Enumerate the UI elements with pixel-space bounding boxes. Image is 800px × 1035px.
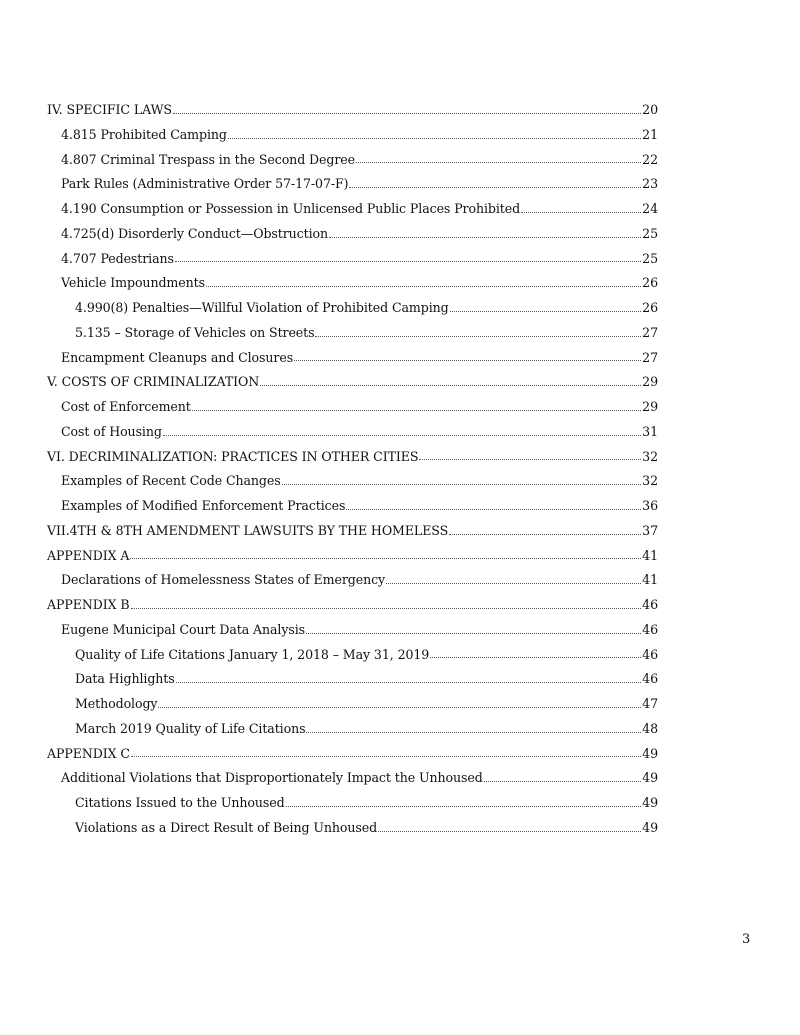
toc-entry-page: 46 xyxy=(642,621,658,637)
toc-entry-page: 49 xyxy=(642,819,658,835)
toc-entry-page: 29 xyxy=(642,374,658,390)
toc-entry[interactable] xyxy=(47,172,658,197)
toc-dot-leader xyxy=(306,731,641,733)
toc-entry-title: Examples of Modified Enforcement Practices xyxy=(61,498,346,513)
toc-entry[interactable] xyxy=(47,346,658,371)
toc-dot-leader xyxy=(378,830,641,832)
toc-entry-page: 41 xyxy=(642,547,658,563)
toc-entry-title: 4.707 Pedestrians xyxy=(61,250,174,266)
toc-entry[interactable] xyxy=(47,618,658,643)
toc-dot-leader xyxy=(349,186,641,188)
toc-dot-leader xyxy=(282,483,642,485)
toc-entry-page: 49 xyxy=(642,770,658,786)
toc-dot-leader xyxy=(450,310,642,312)
toc-entry-title: Declarations of Homelessness States of Emergency xyxy=(61,572,386,588)
toc-entry-page: 37 xyxy=(642,522,658,538)
toc-entry-title: Methodology xyxy=(75,696,158,711)
toc-entry[interactable] xyxy=(47,321,658,346)
toc-entry-page: 23 xyxy=(642,176,658,192)
toc-dot-leader xyxy=(294,359,641,361)
toc-entry-title: 4.725(d) Disorderly Conduct—Obstruction xyxy=(61,225,329,241)
toc-dot-leader xyxy=(176,681,642,683)
toc-entry-page: 27 xyxy=(642,324,658,340)
toc-entry[interactable] xyxy=(47,370,658,395)
toc-entry[interactable] xyxy=(47,247,658,272)
toc-entry[interactable] xyxy=(47,197,658,222)
toc-entry-title: Park Rules (Administrative Order 57-17-07-F) xyxy=(61,176,349,192)
toc-entry-title: IV. SPECIFIC LAWS xyxy=(47,102,172,117)
toc-entry-title: VI. DECRIMINALIZATION: PRACTICES IN OTHER CITIES xyxy=(47,448,419,464)
toc-entry[interactable] xyxy=(47,742,658,767)
toc-entry[interactable] xyxy=(47,148,658,173)
toc-entry-title: V. COSTS OF CRIMINALIZATION xyxy=(47,374,260,390)
toc-dot-leader xyxy=(346,508,641,510)
toc-entry-title: APPENDIX C xyxy=(47,745,130,761)
toc-dot-leader xyxy=(163,434,641,436)
toc-entry-page: 48 xyxy=(642,720,658,736)
toc-entry[interactable] xyxy=(47,98,658,123)
toc-entry-page: 27 xyxy=(642,349,658,365)
toc-entry-page: 26 xyxy=(642,300,658,315)
toc-entry[interactable] xyxy=(47,395,658,420)
page-number: 3 xyxy=(742,932,751,947)
toc-entry-title: Examples of Recent Code Changes xyxy=(61,473,281,489)
toc-dot-leader xyxy=(306,632,641,634)
toc-entry-page: 24 xyxy=(642,201,658,216)
toc-dot-leader xyxy=(419,458,641,460)
toc-entry-title: 4.990(8) Penalties—Willful Violation of Prohibited Camping xyxy=(75,300,449,315)
toc-entry-title: Citations Issued to the Unhoused xyxy=(75,795,285,810)
toc-entry[interactable] xyxy=(47,519,658,544)
toc-entry-page: 47 xyxy=(642,696,658,711)
toc-entry-page: 25 xyxy=(642,225,658,241)
toc-entry[interactable] xyxy=(47,469,658,494)
toc-dot-leader xyxy=(329,236,641,238)
toc-entry[interactable] xyxy=(47,568,658,593)
toc-entry-title: Cost of Enforcement xyxy=(61,399,191,414)
toc-entry[interactable] xyxy=(47,593,658,618)
toc-entry[interactable] xyxy=(47,791,658,816)
toc-entry[interactable] xyxy=(47,222,658,247)
toc-entry-title: Vehicle Impoundments xyxy=(61,275,205,291)
toc-entry-page: 26 xyxy=(642,275,658,291)
toc-entry-page: 49 xyxy=(642,795,658,810)
toc-entry[interactable] xyxy=(47,816,658,841)
toc-entry-page: 29 xyxy=(642,399,658,414)
toc-entry[interactable] xyxy=(47,123,658,148)
toc-dot-leader xyxy=(206,285,641,287)
toc-entry-page: 31 xyxy=(642,423,658,439)
toc-dot-leader xyxy=(286,805,642,807)
toc-entry-title: Data Highlights xyxy=(75,671,175,687)
toc-entry-page: 25 xyxy=(642,250,658,266)
toc-entry-page: 46 xyxy=(642,597,658,612)
toc-entry-page: 21 xyxy=(642,126,658,142)
toc-entry-title: 4.807 Criminal Trespass in the Second Degree xyxy=(61,151,355,167)
toc-entry[interactable] xyxy=(47,667,658,692)
toc-entry-title: March 2019 Quality of Life Citations xyxy=(75,720,306,736)
toc-entry-title: Eugene Municipal Court Data Analysis xyxy=(61,621,306,637)
toc-entry-page: 20 xyxy=(642,102,658,117)
toc-entry-title: Additional Violations that Disproportionately Impact the Unhoused xyxy=(61,770,483,786)
toc-entry[interactable] xyxy=(47,420,658,445)
toc-entry[interactable] xyxy=(47,544,658,569)
toc-dot-leader xyxy=(175,260,641,262)
toc-dot-leader xyxy=(386,582,641,584)
toc-entry-page: 32 xyxy=(642,473,658,489)
toc-entry-title: APPENDIX A xyxy=(47,547,130,563)
toc-entry[interactable] xyxy=(47,717,658,742)
toc-entry[interactable] xyxy=(47,692,658,717)
toc-dot-leader xyxy=(430,656,641,658)
toc-entry[interactable] xyxy=(47,494,658,519)
toc-entry-title: Quality of Life Citations January 1, 2018 – May 31, 2019 xyxy=(75,646,430,662)
toc-entry-title: VII.4TH & 8TH AMENDMENT LAWSUITS BY THE HOMELESS xyxy=(47,522,449,538)
table-of-contents xyxy=(47,98,658,841)
toc-dot-leader xyxy=(158,706,641,708)
toc-dot-leader xyxy=(521,211,641,213)
toc-entry-page: 22 xyxy=(642,151,658,167)
toc-entry-page: 46 xyxy=(642,671,658,687)
toc-dot-leader xyxy=(173,112,641,114)
toc-entry-page: 49 xyxy=(642,745,658,761)
toc-dot-leader xyxy=(228,137,641,139)
toc-entry[interactable] xyxy=(47,445,658,470)
toc-entry-title: Violations as a Direct Result of Being Unhoused xyxy=(75,819,378,835)
toc-entry-title: 4.815 Prohibited Camping xyxy=(61,126,227,142)
toc-dot-leader xyxy=(449,533,641,535)
toc-dot-leader xyxy=(484,780,641,782)
toc-entry[interactable] xyxy=(47,643,658,668)
toc-entry-title: APPENDIX B xyxy=(47,597,130,612)
toc-dot-leader xyxy=(130,557,641,559)
toc-entry[interactable] xyxy=(47,271,658,296)
toc-entry-title: 4.190 Consumption or Possession in Unlicensed Public Places Prohibited xyxy=(61,201,521,216)
toc-dot-leader xyxy=(131,607,642,609)
toc-entry-page: 41 xyxy=(642,572,658,588)
toc-entry-title: Encampment Cleanups and Closures xyxy=(61,349,294,365)
toc-entry-page: 32 xyxy=(642,448,658,464)
toc-dot-leader xyxy=(315,335,641,337)
toc-entry-page: 46 xyxy=(642,646,658,662)
toc-dot-leader xyxy=(192,409,641,411)
toc-entry[interactable] xyxy=(47,296,658,321)
toc-entry-title: 5.135 – Storage of Vehicles on Streets xyxy=(75,324,315,340)
toc-dot-leader xyxy=(131,755,641,757)
toc-entry[interactable] xyxy=(47,766,658,791)
toc-dot-leader xyxy=(356,161,641,163)
toc-entry-title: Cost of Housing xyxy=(61,423,162,439)
toc-entry-page: 36 xyxy=(642,498,658,513)
toc-dot-leader xyxy=(260,384,641,386)
